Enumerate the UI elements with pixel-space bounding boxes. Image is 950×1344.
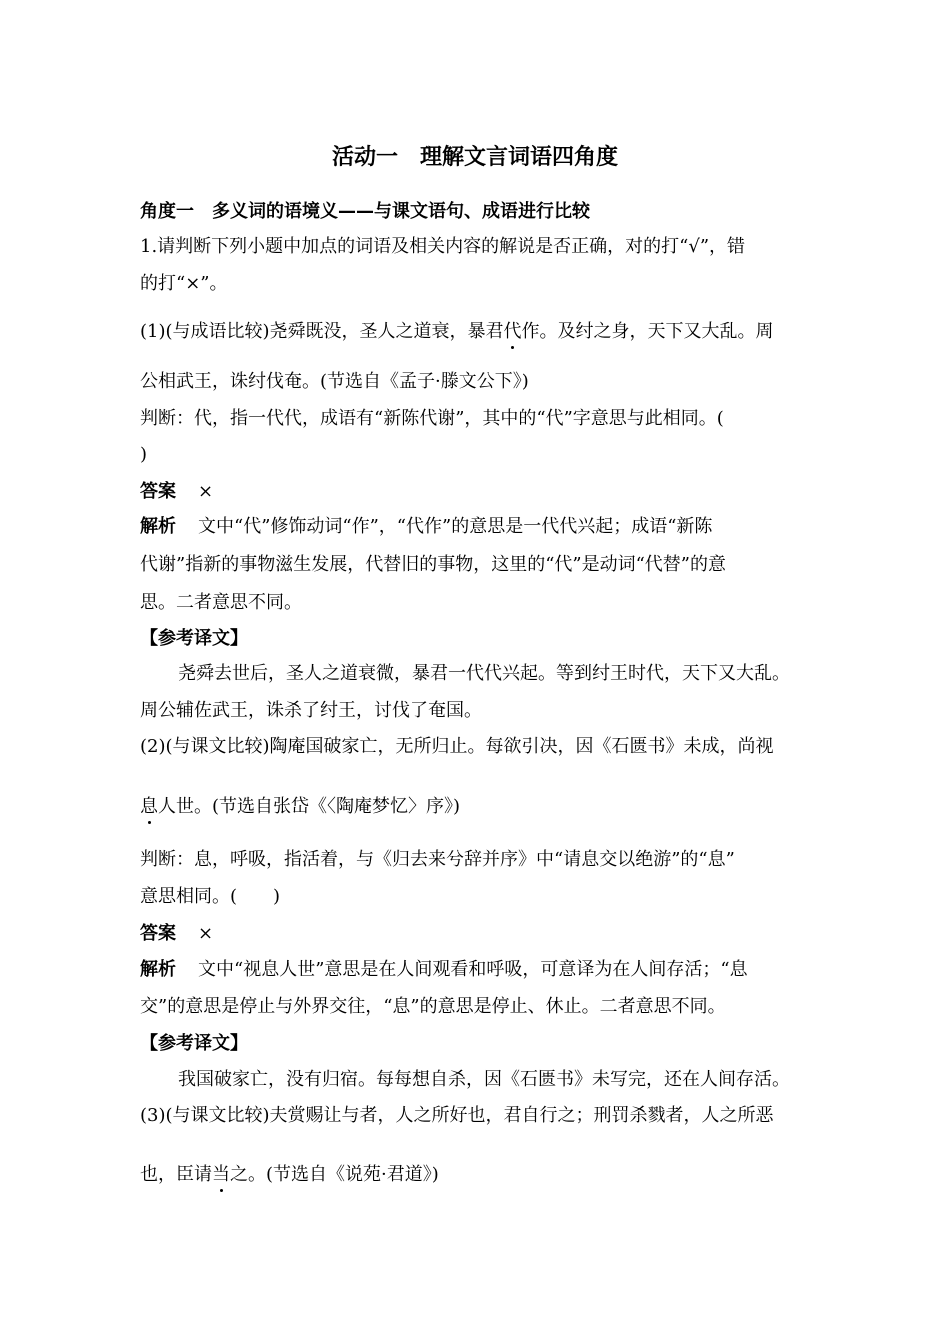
question-intro-line-2: 的打“×”。: [140, 273, 228, 294]
item1-passage-text-b: 作。及纣之身，天下又大乱。周: [521, 321, 774, 342]
analysis-text: 文中“视息人世”意思是在人间观看和呼吸，可意译为在人间存活；“息: [198, 959, 748, 980]
item3-passage-line-1: (3)(与课文比较)夫赏赐让与者，人之所好也，君自行之；刑罚杀戮者，人之所恶: [140, 1105, 774, 1126]
item3-passage-text-a: 也，臣请: [140, 1164, 212, 1185]
item1-judgement-line-2: ): [140, 444, 148, 465]
item2-passage-line-1: (2)(与课文比较)陶庵国破家亡，无所归止。每欲引决，因《石匮书》未成，尚视: [140, 736, 774, 757]
analysis-label: 解析: [140, 959, 176, 980]
item1-reference-line-2: 周公辅佐武王，诛杀了纣王，讨伐了奄国。: [140, 700, 482, 721]
page-title: 活动一 理解文言词语四角度: [331, 145, 618, 170]
item1-passage-line-1: [140, 320, 774, 344]
dotted-word: 代: [503, 321, 522, 342]
item2-judgement-line-1: 判断：息，呼吸，指活着，与《归去来兮辞并序》中“请息交以绝游”的“息”: [140, 849, 735, 870]
answer-value: ×: [198, 923, 214, 944]
item1-passage-line-2: 公相武王，诛纣伐奄。(节选自《孟子·滕文公下》): [140, 371, 529, 392]
item1-reference-line-1: 尧舜去世后，圣人之道衰微，暴君一代代兴起。等到纣王时代，天下又大乱。: [178, 663, 790, 684]
item2-analysis-line-2: 交”的意思是停止与外界交往，“息”的意思是停止、休止。二者意思不同。: [140, 996, 726, 1017]
item1-judgement-line-1: 判断：代，指一代代，成语有“新陈代谢”，其中的“代”字意思与此相同。(: [140, 408, 724, 429]
item1-analysis-line-1: [140, 515, 712, 539]
item2-analysis-line-1: [140, 958, 748, 982]
angle-heading: 角度一 多义词的语境义——与课文语句、成语进行比较: [140, 201, 590, 222]
item1-answer: [140, 480, 213, 504]
dotted-word: 当: [212, 1164, 230, 1185]
dotted-word: 息: [140, 796, 158, 817]
item1-passage-text-a: (1)(与成语比较)尧舜既没，圣人之道衰，暴君: [140, 321, 504, 342]
item1-reference-heading: 【参考译文】: [140, 628, 248, 649]
question-intro-line-1: 1.请判断下列小题中加点的词语及相关内容的解说是否正确，对的打“√”，错: [140, 236, 746, 257]
item3-passage-line-2: [140, 1163, 439, 1187]
item2-reference-heading: 【参考译文】: [140, 1033, 248, 1054]
item3-passage-text-b: 之。(节选自《说苑·君道》): [230, 1164, 439, 1185]
item2-reference-line-1: 我国破家亡，没有归宿。每每想自杀，因《石匮书》未写完，还在人间存活。: [178, 1069, 790, 1090]
analysis-label: 解析: [140, 516, 176, 537]
item2-passage-line-2: [140, 795, 460, 819]
item1-analysis-line-2: 代谢”指新的事物滋生发展，代替旧的事物，这里的“代”是动词“代替”的意: [140, 554, 727, 575]
answer-label: 答案: [140, 481, 176, 502]
item2-passage-text-b: 人世。(节选自张岱《〈陶庵梦忆〉序》): [158, 796, 461, 817]
item2-judgement-line-2: 意思相同。( ): [140, 886, 281, 907]
answer-value: ×: [198, 481, 214, 502]
answer-label: 答案: [140, 923, 176, 944]
item1-analysis-line-3: 思。二者意思不同。: [140, 592, 302, 613]
analysis-text: 文中“代”修饰动词“作”，“代作”的意思是一代代兴起；成语“新陈: [198, 516, 713, 537]
item2-answer: [140, 922, 213, 946]
